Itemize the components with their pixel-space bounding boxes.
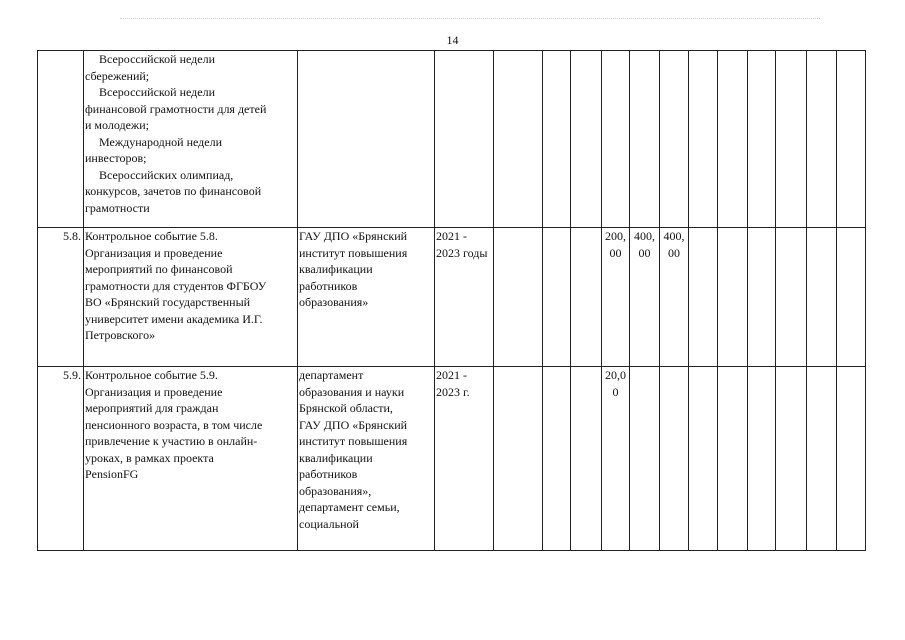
event-text-line: привлечение к участию в онлайн- xyxy=(85,434,258,448)
value-cell xyxy=(571,367,602,551)
period-cell xyxy=(435,367,494,551)
value-cell xyxy=(807,367,837,551)
value-cell xyxy=(837,228,866,367)
row-number-cell xyxy=(38,51,84,228)
event-text-line: мероприятий по финансовой xyxy=(85,262,233,276)
value-cell xyxy=(660,228,689,367)
period-cell xyxy=(435,51,494,228)
event-text-line: сбережений; xyxy=(85,68,150,83)
event-text-line: Контрольное событие 5.9. xyxy=(85,368,218,382)
event-text-line: Организация и проведение xyxy=(85,245,223,260)
value-cell xyxy=(748,367,776,551)
value-cell xyxy=(630,228,660,367)
value-text-line: 00 xyxy=(609,245,622,260)
event-text-line: и молодежи; xyxy=(85,118,149,132)
executor-text-line: институт повышения xyxy=(299,245,408,260)
executor-text-line: работников xyxy=(299,278,358,293)
event-text-line: мероприятий для граждан xyxy=(85,401,219,415)
value-cell xyxy=(602,367,630,551)
row-number-cell: 5.9. xyxy=(38,367,84,551)
executor-text-line: квалификации xyxy=(299,450,373,465)
value-cell xyxy=(660,367,689,551)
event-text-line: Контрольное событие 5.8. xyxy=(85,229,218,243)
value-cell xyxy=(494,228,543,367)
value-cell xyxy=(602,51,630,228)
value-cell xyxy=(543,51,571,228)
event-text-line: Организация и проведение xyxy=(85,384,223,399)
executor-text-line: социальной xyxy=(299,516,359,531)
value-cell xyxy=(689,51,718,228)
event-text-line: конкурсов, зачетов по финансовой xyxy=(85,184,262,198)
value-cell xyxy=(630,51,660,228)
table-row xyxy=(38,51,866,228)
executor-cell xyxy=(298,228,435,367)
event-cell xyxy=(84,228,298,367)
value-text-line: 0 xyxy=(612,384,619,399)
event-text-line: грамотности для студентов ФГБОУ xyxy=(85,278,267,293)
event-text-line: Всероссийской недели xyxy=(99,52,215,66)
row-number-cell: 5.8. xyxy=(38,228,84,367)
executor-text-line: институт повышения xyxy=(299,434,408,448)
value-cell xyxy=(807,228,837,367)
plan-table xyxy=(37,50,866,551)
value-cell xyxy=(660,51,689,228)
value-cell xyxy=(776,228,807,367)
executor-text-line: образования» xyxy=(299,295,369,309)
event-text-line: ВО «Брянский государственный xyxy=(85,295,251,309)
value-cell xyxy=(571,228,602,367)
value-cell xyxy=(689,367,718,551)
event-text-line: Международной недели xyxy=(99,134,223,149)
period-text-line: 2021 - xyxy=(436,368,467,382)
value-cell xyxy=(807,51,837,228)
table-row xyxy=(38,367,866,551)
table-row xyxy=(38,228,866,367)
value-cell xyxy=(718,228,748,367)
page-number: 14 xyxy=(446,33,459,47)
executor-text-line: квалификации xyxy=(299,262,373,276)
value-text-line: 200, xyxy=(605,229,626,243)
value-text-line: 00 xyxy=(638,245,651,260)
value-text-line: 400, xyxy=(663,229,685,243)
event-text-line: PensionFG xyxy=(85,467,139,481)
value-cell xyxy=(630,367,660,551)
event-text-line: инвесторов; xyxy=(85,151,147,165)
value-cell xyxy=(837,367,866,551)
executor-text-line: департамент xyxy=(299,368,364,382)
value-cell xyxy=(837,51,866,228)
executor-text-line: образования», xyxy=(299,483,372,498)
value-cell xyxy=(776,51,807,228)
event-text-line: грамотности xyxy=(85,200,150,215)
value-cell xyxy=(571,51,602,228)
executor-text-line: ГАУ ДПО «Брянский xyxy=(299,229,408,243)
event-text-line: университет имени академика И.Г. xyxy=(85,311,263,326)
period-text-line: 2023 годы xyxy=(436,245,488,260)
value-cell xyxy=(748,51,776,228)
event-cell xyxy=(84,367,298,551)
value-text-line: 00 xyxy=(668,245,680,260)
value-cell xyxy=(602,228,630,367)
period-text-line: 2023 г. xyxy=(436,384,470,399)
value-cell xyxy=(494,367,543,551)
event-text-line: Всероссийских олимпиад, xyxy=(99,167,234,182)
executor-text-line: образования и науки xyxy=(299,384,405,399)
event-text-line: Всероссийской недели xyxy=(99,85,215,99)
executor-text-line: Брянской области, xyxy=(299,401,393,415)
executor-text-line: работников xyxy=(299,467,358,481)
value-cell xyxy=(776,367,807,551)
executor-cell xyxy=(298,367,435,551)
value-cell xyxy=(543,367,571,551)
event-cell xyxy=(84,51,298,228)
value-cell xyxy=(718,51,748,228)
executor-cell xyxy=(298,51,435,228)
event-text-line: финансовой грамотности для детей xyxy=(85,101,267,116)
scan-artifact-line xyxy=(120,18,820,21)
value-text-line: 400, xyxy=(634,229,655,243)
value-cell xyxy=(494,51,543,228)
period-text-line: 2021 - xyxy=(436,229,467,243)
period-cell xyxy=(435,228,494,367)
event-text-line: уроках, в рамках проекта xyxy=(85,450,214,465)
value-cell xyxy=(748,228,776,367)
value-text-line: 20,0 xyxy=(605,368,626,382)
value-cell xyxy=(543,228,571,367)
event-text-line: Петровского» xyxy=(85,328,156,342)
value-cell xyxy=(689,228,718,367)
event-text-line: пенсионного возраста, в том числе xyxy=(85,417,263,432)
executor-text-line: департамент семьи, xyxy=(299,500,400,514)
executor-text-line: ГАУ ДПО «Брянский xyxy=(299,417,408,432)
value-cell xyxy=(718,367,748,551)
